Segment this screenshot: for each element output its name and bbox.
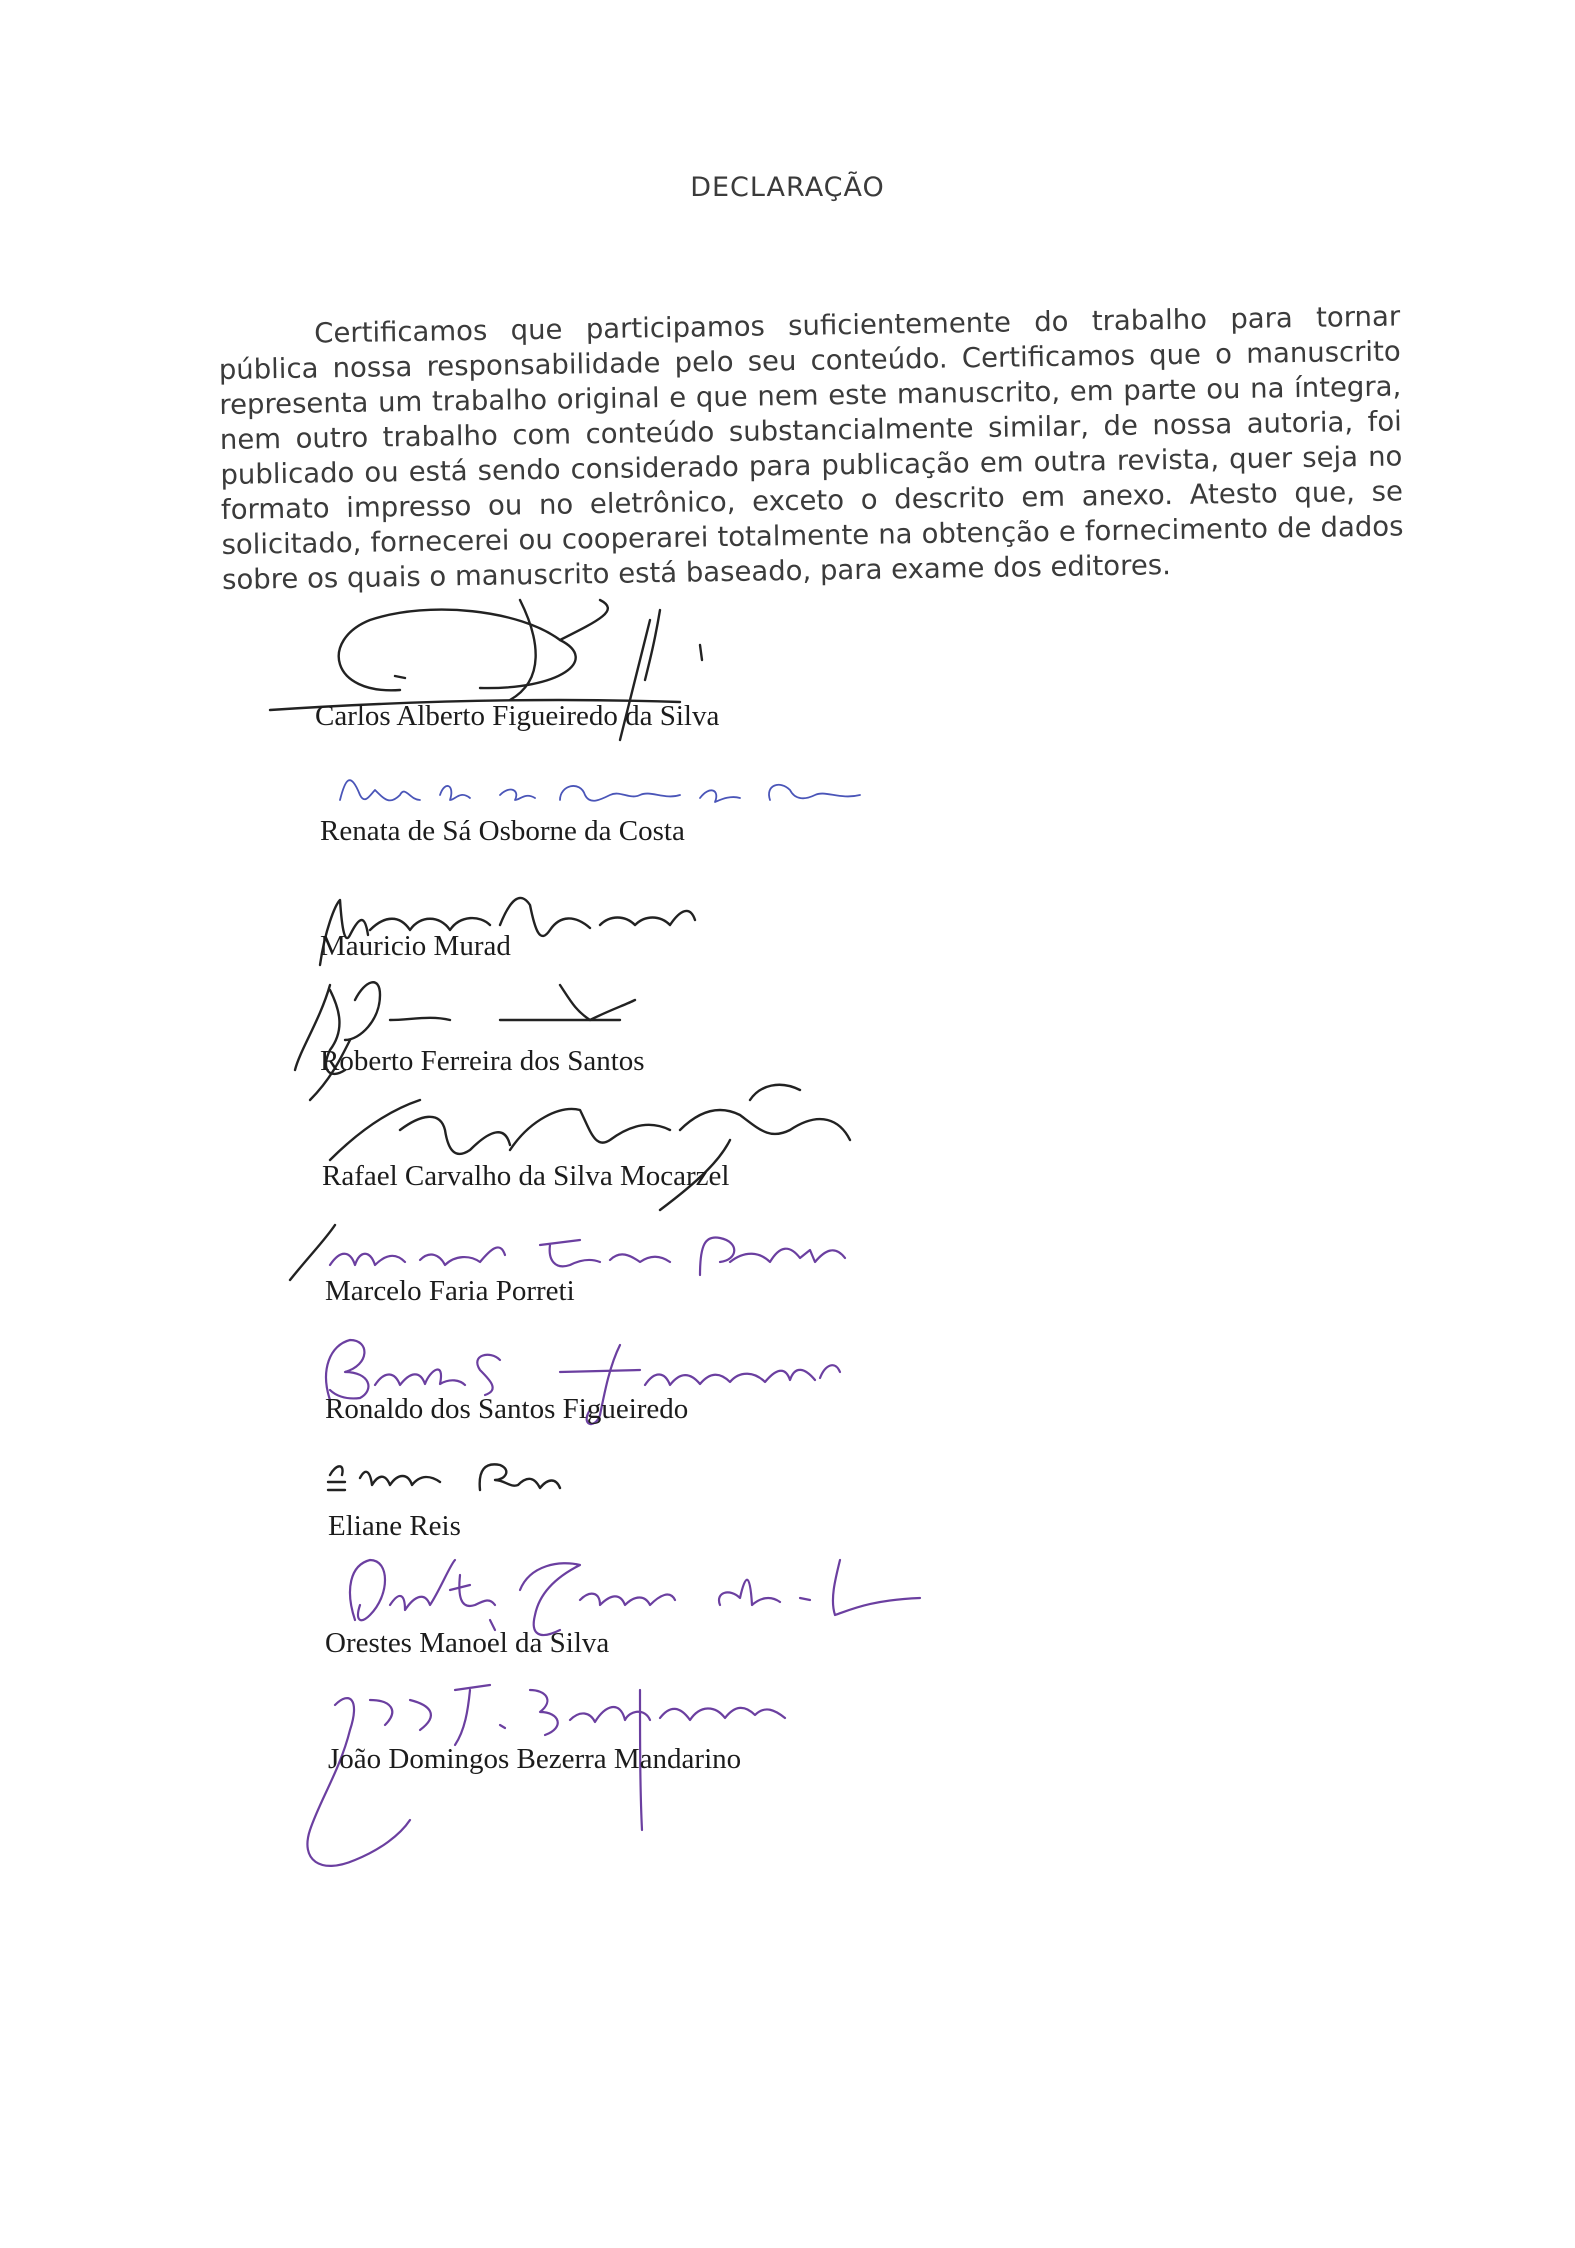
signature-renata-de-sa-osborne-da-costa <box>340 780 860 802</box>
signatory-name: Renata de Sá Osborne da Costa <box>320 815 685 847</box>
paragraph-text: Certificamos que participamos suficientemente do trabalho para tornar pública nossa responsabilidade pelo seu conteúdo. Certificamos que o manuscrito representa um trabalho original e que nem este manuscrito, em parte ou na íntegra, nem outro trabalho com conteúdo substancialmente similar, de nossa autoria, foi publicado ou está sendo considerado para publicação em outra revista, quer seja no formato impresso ou no eletrônico, exceto o descrito em anexo. Atesto que, se solicitado, fornecerei ou cooperarei totalmente na obtenção e fornecimento de dados sobre os quais o manuscrito está baseado, para exame dos editores. <box>218 300 1404 596</box>
signatory-name: Carlos Alberto Figueiredo da Silva <box>315 700 720 732</box>
signatory-name: Roberto Ferreira dos Santos <box>320 1045 645 1077</box>
signatory-name: Eliane Reis <box>328 1510 461 1542</box>
signatory-name: Rafael Carvalho da Silva Mocarzel <box>322 1160 730 1192</box>
signature-eliane-reis <box>328 1464 560 1490</box>
document-title: DECLARAÇÃO <box>690 172 885 203</box>
signature-orestes-manoel-da-silva <box>350 1560 920 1635</box>
signatory-name: Marcelo Faria Porreti <box>325 1275 575 1307</box>
signatory-name: Ronaldo dos Santos Figueiredo <box>325 1393 689 1425</box>
signature-roberto-ferreira-dos-santos <box>295 982 635 1100</box>
signatory-name: Mauricio Murad <box>320 930 511 962</box>
signatory-name: Orestes Manoel da Silva <box>325 1627 610 1659</box>
signature-marcelo-faria-porreti <box>330 1237 845 1275</box>
signatory-name: João Domingos Bezerra Mandarino <box>328 1743 742 1775</box>
